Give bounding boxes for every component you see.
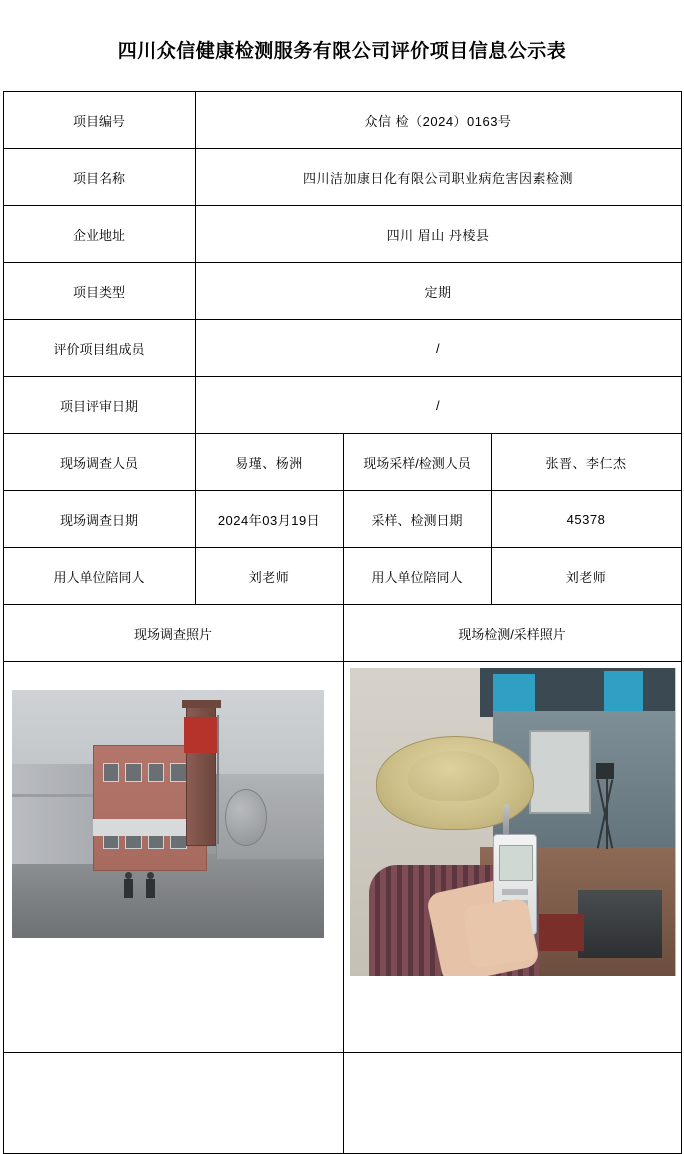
survey-staff-label: 现场调查人员 [3, 434, 195, 491]
table-row [3, 149, 681, 206]
photo-worker-hand [463, 898, 536, 968]
site-survey-photo [4, 662, 343, 1052]
photo-machine [539, 914, 585, 951]
review-date-value: / [195, 377, 681, 434]
review-date-label: 项目评审日期 [3, 377, 195, 434]
survey-date-value: 2024年03月19日 [195, 491, 343, 548]
table-row [3, 605, 681, 662]
project-type-label: 项目类型 [3, 263, 195, 320]
table-row [3, 548, 681, 605]
accompany-left-value: 刘老师 [195, 548, 343, 605]
team-members-label: 评价项目组成员 [3, 320, 195, 377]
survey-photo-extra-cell [3, 1053, 343, 1154]
table-row [3, 320, 681, 377]
survey-date-label: 现场调查日期 [3, 491, 195, 548]
photo-left-wall [12, 764, 100, 863]
page-title: 四川众信健康检测服务有限公司评价项目信息公示表 [117, 41, 567, 62]
table-row [3, 662, 681, 1053]
team-members-value: / [195, 320, 681, 377]
photo-tank [225, 789, 268, 846]
sampling-date-value: 45378 [491, 491, 681, 548]
site-testing-photo [344, 662, 681, 1052]
company-address-label: 企业地址 [3, 206, 195, 263]
project-type-value: 定期 [195, 263, 681, 320]
survey-staff-value: 易瑾、杨洲 [195, 434, 343, 491]
project-info-table [3, 91, 682, 1154]
sampling-staff-label: 现场采样/检测人员 [343, 434, 491, 491]
accompany-right-label: 用人单位陪同人 [343, 548, 491, 605]
table-row [3, 206, 681, 263]
photo-person [146, 872, 155, 898]
photo-machine [578, 890, 663, 958]
table-row [3, 377, 681, 434]
photo-person [124, 872, 133, 898]
accompany-right-value: 刘老师 [491, 548, 681, 605]
table-row [3, 1053, 681, 1154]
project-number-label: 项目编号 [3, 92, 195, 149]
company-address-value: 四川 眉山 丹棱县 [195, 206, 681, 263]
project-name-value: 四川洁加康日化有限公司职业病危害因素检测 [195, 149, 681, 206]
survey-photo-image [12, 690, 324, 938]
photo-pole [217, 715, 219, 844]
table-row [3, 263, 681, 320]
testing-photo-cell [343, 662, 681, 1053]
survey-photo-cell [3, 662, 343, 1053]
table-row [3, 92, 681, 149]
photo-straw-hat [376, 736, 534, 830]
photo-white-panel [529, 730, 592, 814]
testing-photo-image [350, 668, 676, 976]
photo-meter-microphone [503, 804, 509, 838]
table-row [3, 491, 681, 548]
testing-photo-extra-cell [343, 1053, 681, 1154]
accompany-left-label: 用人单位陪同人 [3, 548, 195, 605]
photo-tower [186, 705, 216, 846]
project-name-label: 项目名称 [3, 149, 195, 206]
table-row [3, 434, 681, 491]
photo-header-right: 现场检测/采样照片 [343, 605, 681, 662]
sampling-staff-value: 张晋、李仁杰 [491, 434, 681, 491]
project-number-value: 众信 检（2024）0163号 [195, 92, 681, 149]
sampling-date-label: 采样、检测日期 [343, 491, 491, 548]
photo-header-left: 现场调查照片 [3, 605, 343, 662]
